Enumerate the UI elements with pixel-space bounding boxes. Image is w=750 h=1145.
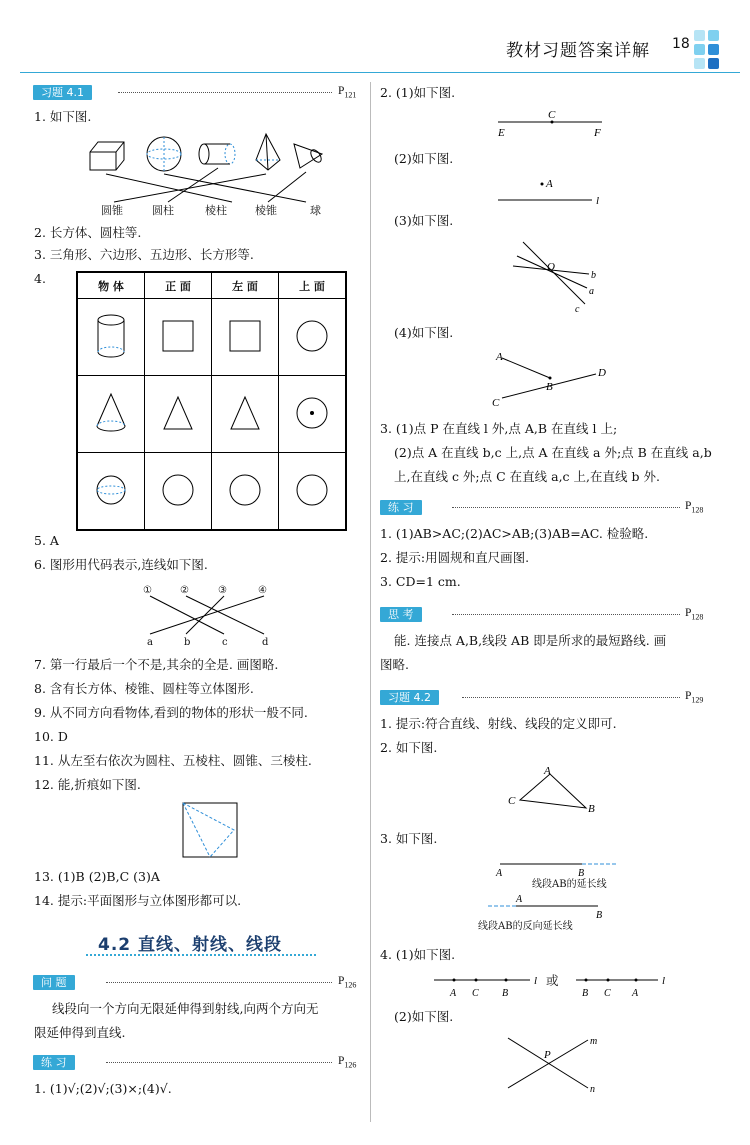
ray-figure [488, 348, 610, 410]
svg-text:A: A [496, 868, 503, 879]
answer-6: 6. 图形用代码表示,连线如下图. [34, 557, 208, 572]
svg-text:A: A [496, 351, 503, 363]
fold-creases-figure [180, 800, 242, 860]
square-view [145, 299, 212, 376]
code-d: d [262, 637, 269, 648]
label-cylinder: 圆柱 [152, 204, 174, 217]
line-ef-figure [490, 104, 610, 138]
ex42-answer-4: 4. (1)如下图. [380, 947, 456, 962]
svg-text:C: C [508, 795, 516, 807]
answer-2: 2. 长方体、圆柱等. [34, 225, 142, 240]
header-title: 教材习题答案详解 [506, 41, 650, 61]
svg-text:C: C [492, 397, 500, 409]
leader-dots [452, 507, 680, 508]
label-cone: 圆锥 [101, 204, 123, 217]
label-sphere: 球 [310, 204, 321, 217]
svg-text:A: A [546, 178, 553, 190]
circle-view [145, 453, 212, 531]
answer-r3-3: 上,在直线 c 外;点 C 在直线 a,c 上,在直线 b 外. [394, 469, 660, 484]
svg-text:B: B [582, 988, 589, 999]
think-tag: 思 考 [380, 607, 422, 622]
page-ref: $P_{129}$ [685, 690, 704, 705]
code-2: ② [180, 585, 189, 596]
answer-13: 13. (1)B (2)B,C (3)A [34, 869, 160, 884]
page-ref: $P_{121}$ [338, 85, 357, 100]
svg-text:E: E [498, 127, 505, 138]
svg-text:O: O [547, 261, 555, 273]
ex42-answer-3: 3. 如下图. [380, 831, 438, 846]
col-header: 正 面 [145, 272, 212, 299]
svg-text:C: C [472, 988, 479, 999]
answer-r2-2: (2)如下图. [394, 151, 454, 166]
cone-figure [77, 376, 145, 453]
page-ref: $P_{128}$ [685, 500, 704, 515]
exercise-tag-4-2: 习题 4.2 [380, 690, 439, 705]
or-connector: 或 [546, 973, 559, 988]
practice2-answer-1: 1. (1)AB>AC;(2)AC>AB;(3)AB=AC. 检验略. [380, 526, 649, 541]
svg-text:A: A [516, 894, 523, 905]
code-a: a [147, 637, 153, 648]
answer-r2-3: (3)如下图. [394, 213, 454, 228]
answer-14: 14. 提示:平面图形与立体图形都可以. [34, 893, 242, 908]
ex42-answer-4-2: (2)如下图. [394, 1009, 454, 1024]
svg-text:c: c [575, 304, 580, 315]
label-pyramid: 棱锥 [255, 204, 277, 217]
svg-text:P: P [544, 1049, 551, 1061]
header-rule [20, 72, 740, 73]
answer-10: 10. D [34, 729, 68, 744]
section-underline [86, 954, 316, 956]
circle-view [279, 453, 347, 531]
answer-r2-4: (4)如下图. [394, 325, 454, 340]
practice-answer-1: 1. (1)√;(2)√;(3)×;(4)√. [34, 1081, 172, 1096]
think-answer-line2: 图略. [380, 657, 409, 672]
answer-1: 1. 如下图. [34, 109, 92, 124]
reverse-extension-caption: 线段AB的反向延长线 [478, 921, 573, 932]
ex42-answer-2: 2. 如下图. [380, 740, 438, 755]
answer-8: 8. 含有长方体、棱锥、圆柱等立体图形. [34, 681, 254, 696]
intersecting-lines-figure [500, 1030, 610, 1100]
leader-dots [106, 1062, 332, 1063]
label-prism: 棱柱 [205, 204, 227, 217]
code-4: ④ [258, 585, 267, 596]
col-header: 物 体 [77, 272, 145, 299]
answer-r2-1: 2. (1)如下图. [380, 85, 456, 100]
section-title: 4.2 直线、射线、线段 [98, 935, 283, 955]
svg-text:B: B [546, 381, 553, 393]
svg-text:A: A [632, 988, 639, 999]
svg-text:B: B [596, 910, 603, 921]
svg-text:D: D [598, 367, 606, 379]
practice-tag-2: 练 习 [380, 500, 422, 515]
svg-text:C: C [604, 988, 611, 999]
leader-dots [118, 92, 332, 93]
svg-text:a: a [589, 286, 594, 297]
practice-tag: 练 习 [33, 1055, 75, 1070]
triangle-view [212, 376, 279, 453]
triangle-view [145, 376, 212, 453]
svg-text:B: B [502, 988, 509, 999]
code-b: b [184, 637, 191, 648]
svg-text:B: B [578, 868, 585, 879]
leader-dots [452, 614, 680, 615]
exercise-tag-4-1: 习题 4.1 [33, 85, 92, 100]
question-answer-line2: 限延伸得到直线. [34, 1025, 126, 1040]
column-divider [370, 82, 371, 1122]
answer-r3-2: (2)点 A 在直线 b,c 上,点 A 在直线 a 外;点 B 在直线 a,b [394, 445, 712, 460]
practice2-answer-2: 2. 提示:用圆规和直尺画图. [380, 550, 530, 565]
page-ref: $P_{126}$ [338, 1055, 357, 1070]
page-number: 18 [672, 36, 690, 52]
think-answer-line1: 能. 连接点 A,B,线段 AB 即是所求的最短路线. 画 [394, 633, 667, 648]
svg-text:A: A [544, 765, 551, 777]
practice2-answer-3: 3. CD=1 cm. [380, 574, 461, 589]
svg-text:F: F [594, 127, 601, 138]
answer-12: 12. 能,折痕如下图. [34, 777, 141, 792]
svg-text:l: l [596, 195, 600, 207]
svg-text:A: A [450, 988, 457, 999]
page-ref: $P_{128}$ [685, 607, 704, 622]
answer-3: 3. 三角形、六边形、五边形、长方形等. [34, 247, 254, 262]
svg-text:C: C [548, 109, 556, 121]
question-answer-line1: 线段向一个方向无限延伸得到射线,向两个方向无 [52, 1001, 319, 1016]
answer-9: 9. 从不同方向看物体,看到的物体的形状一般不同. [34, 705, 308, 720]
answer-r3-1: 3. (1)点 P 在直线 l 外,点 A,B 在直线 l 上; [380, 421, 618, 436]
circle-view [212, 453, 279, 531]
triangle-figure [500, 762, 610, 822]
svg-text:b: b [591, 270, 596, 281]
svg-text:n: n [590, 1084, 595, 1095]
circle-view [279, 299, 347, 376]
three-views-table [76, 271, 347, 531]
ex42-answer-1: 1. 提示:符合直线、射线、线段的定义即可. [380, 716, 617, 731]
answer-7: 7. 第一行最后一个不是,其余的全是. 画图略. [34, 657, 279, 672]
svg-text:l: l [534, 975, 538, 987]
answer-11: 11. 从左至右依次为圆柱、五棱柱、圆锥、三棱柱. [34, 753, 312, 768]
cylinder-figure [77, 299, 145, 376]
code-1: ① [143, 585, 152, 596]
leader-dots [462, 697, 680, 698]
svg-text:B: B [588, 803, 595, 815]
question-tag: 问 题 [33, 975, 75, 990]
three-lines-figure [505, 236, 615, 318]
col-header: 左 面 [212, 272, 279, 299]
extension-caption: 线段AB的延长线 [532, 879, 607, 890]
page-ref: $P_{126}$ [338, 975, 357, 990]
sphere-figure [77, 453, 145, 531]
svg-text:l: l [662, 975, 666, 987]
col-header: 上 面 [279, 272, 347, 299]
answer-5: 5. A [34, 533, 59, 548]
leader-dots [106, 982, 332, 983]
answer-4: 4. [34, 271, 46, 286]
code-3: ③ [218, 585, 227, 596]
circle-dot-view [279, 376, 347, 453]
point-line-figure [490, 172, 610, 208]
code-matching-figure [140, 582, 275, 648]
code-c: c [222, 637, 228, 648]
square-view [212, 299, 279, 376]
svg-text:m: m [590, 1036, 598, 1047]
